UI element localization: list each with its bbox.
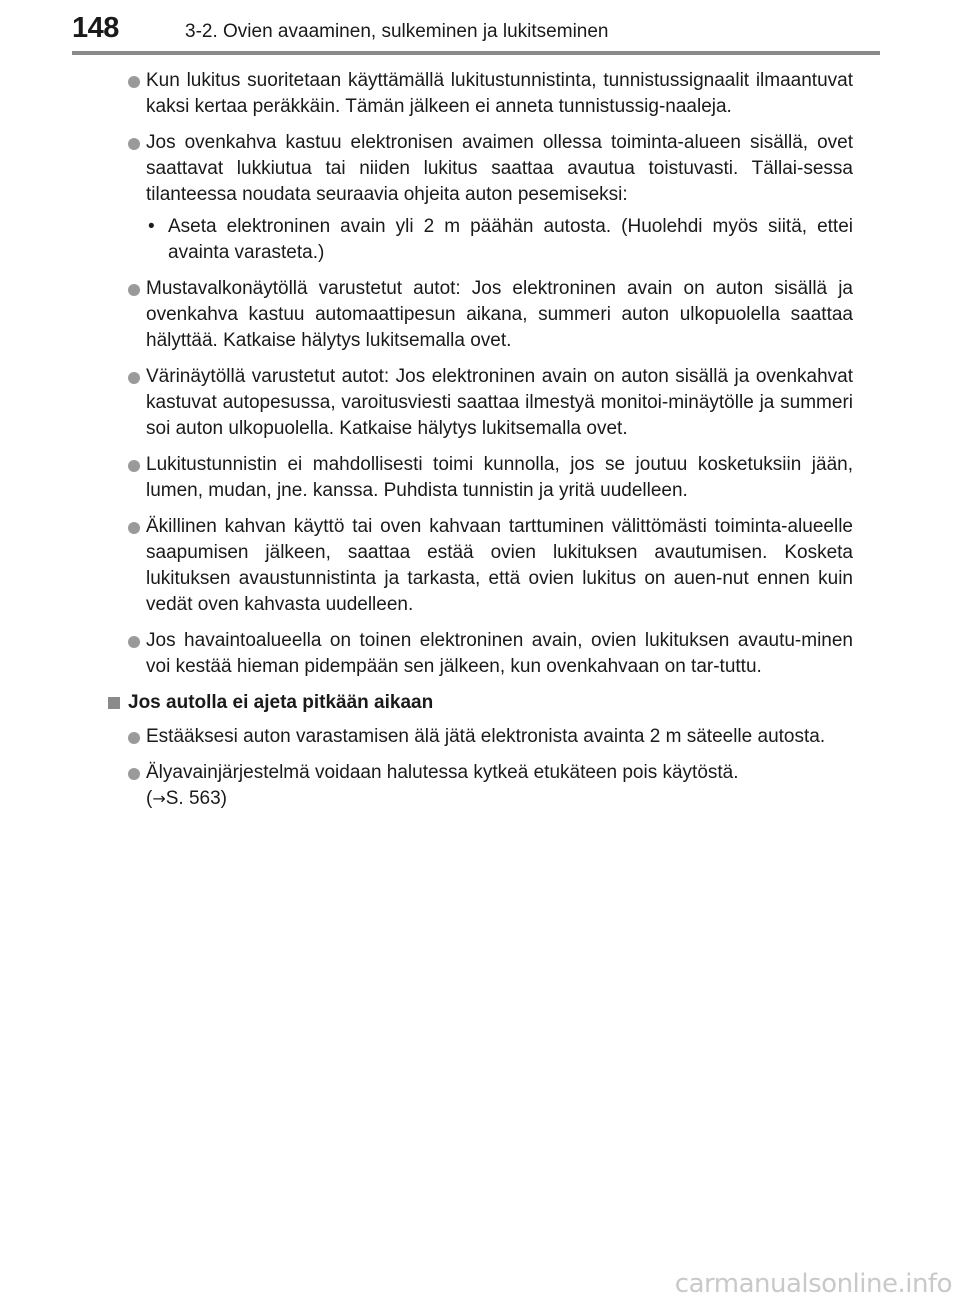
bullet-dot-icon (128, 522, 140, 534)
page-header (0, 0, 960, 56)
bullet-item (108, 276, 853, 354)
subsection-heading-text: Jos autolla ei ajeta pitkään aikaan (128, 692, 434, 713)
bullet-item (108, 452, 853, 504)
subsection-heading (108, 690, 853, 716)
section-title: 3-2. Ovien avaaminen, sulkeminen ja lukitseminen (185, 21, 609, 42)
bullet-text: Jos ovenkahva kastuu elektronisen avaimen ollessa toiminta-alueen sisällä, ovet saattavat lukkiutua tai niiden lukitus saattaa avautua toistuvasti. Tällai-sessa tilanteessa noudata seuraavia ohjeita auton pesemiseksi: (146, 132, 853, 205)
bullet-text: Mustavalkonäytöllä varustetut autot: Jos elektroninen avain on auton sisällä ja ovenkahva kastuu automaattipesun aikana, summeri auton ulkopuolella saattaa hälyttää. Katkaise hälytys lukitsemalla ovet. (146, 278, 853, 351)
bullet-item (108, 628, 853, 680)
bullet-text: Älyavainjärjestelmä voidaan halutessa kytkeä etukäteen pois käytöstä. (146, 762, 739, 783)
bullet-dot-icon (128, 284, 140, 296)
bullet-text: Värinäytöllä varustetut autot: Jos elektroninen avain on auton sisällä ja ovenkahvat kastuvat autopesussa, varoitusviesti saattaa ilmestyä monitoi-minäytölle ja summeri soi auton ulkopuolella. Katkaise hälytys lukitsemalla ovet. (146, 366, 853, 439)
bullet-text: Lukitustunnistin ei mahdollisesti toimi kunnolla, jos se joutuu kosketuksiin jään, lumen, mudan, jne. kanssa. Puhdista tunnistin ja yritä uudelleen. (146, 454, 853, 501)
page-number: 148 (72, 12, 119, 44)
bullet-item (108, 514, 853, 618)
bullet-item (108, 724, 853, 750)
bullet-dot-icon (128, 460, 140, 472)
arrow-right-icon: → (152, 789, 166, 808)
reference-open-paren: ( (146, 788, 153, 809)
bullet-item (108, 364, 853, 442)
reference-text: S. 563) (165, 788, 227, 809)
bullet-text: Kun lukitus suoritetaan käyttämällä lukitustunnistinta, tunnistussignaalit ilmaantuvat kaksi kertaa peräkkäin. Tämän jälkeen ei anneta tunnistussig-naaleja. (146, 70, 853, 117)
sub-bullet-mark: • (148, 216, 155, 237)
bullet-dot-icon (128, 76, 140, 88)
bullet-dot-icon (128, 768, 140, 780)
bullet-item (108, 68, 853, 120)
header-divider (72, 51, 880, 55)
bullet-dot-icon (128, 636, 140, 648)
page-content (108, 68, 853, 822)
bullet-text: Jos havaintoalueella on toinen elektroninen avain, ovien lukituksen avautu-minen voi kestää hieman pidempään sen jälkeen, kun ovenkahvaan on tar-tuttu. (146, 630, 853, 677)
bullet-dot-icon (128, 732, 140, 744)
watermark-text: carmanualsonline.info (674, 1269, 952, 1299)
bullet-dot-icon (128, 372, 140, 384)
bullet-text: Estääksesi auton varastamisen älä jätä elektronista avainta 2 m säteelle autosta. (146, 726, 826, 747)
bullet-item (108, 130, 853, 208)
bullet-item (108, 760, 853, 812)
sub-bullet-text: Aseta elektroninen avain yli 2 m päähän autosta. (Huolehdi myös siitä, ettei avainta varasteta.) (168, 216, 853, 263)
heading-square-icon (108, 697, 120, 709)
page-reference[interactable] (146, 788, 227, 809)
bullet-dot-icon (128, 138, 140, 150)
bullet-text: Äkillinen kahvan käyttö tai oven kahvaan tarttuminen välittömästi toiminta-alueelle saapumisen jälkeen, saattaa estää ovien lukituksen avautumisen. Kosketa lukituksen avaustunnistinta ja tarkasta, että ovien lukitus on auen-nut ennen kuin vedät oven kahvasta uudelleen. (146, 516, 853, 615)
sub-bullet-item (108, 214, 853, 266)
